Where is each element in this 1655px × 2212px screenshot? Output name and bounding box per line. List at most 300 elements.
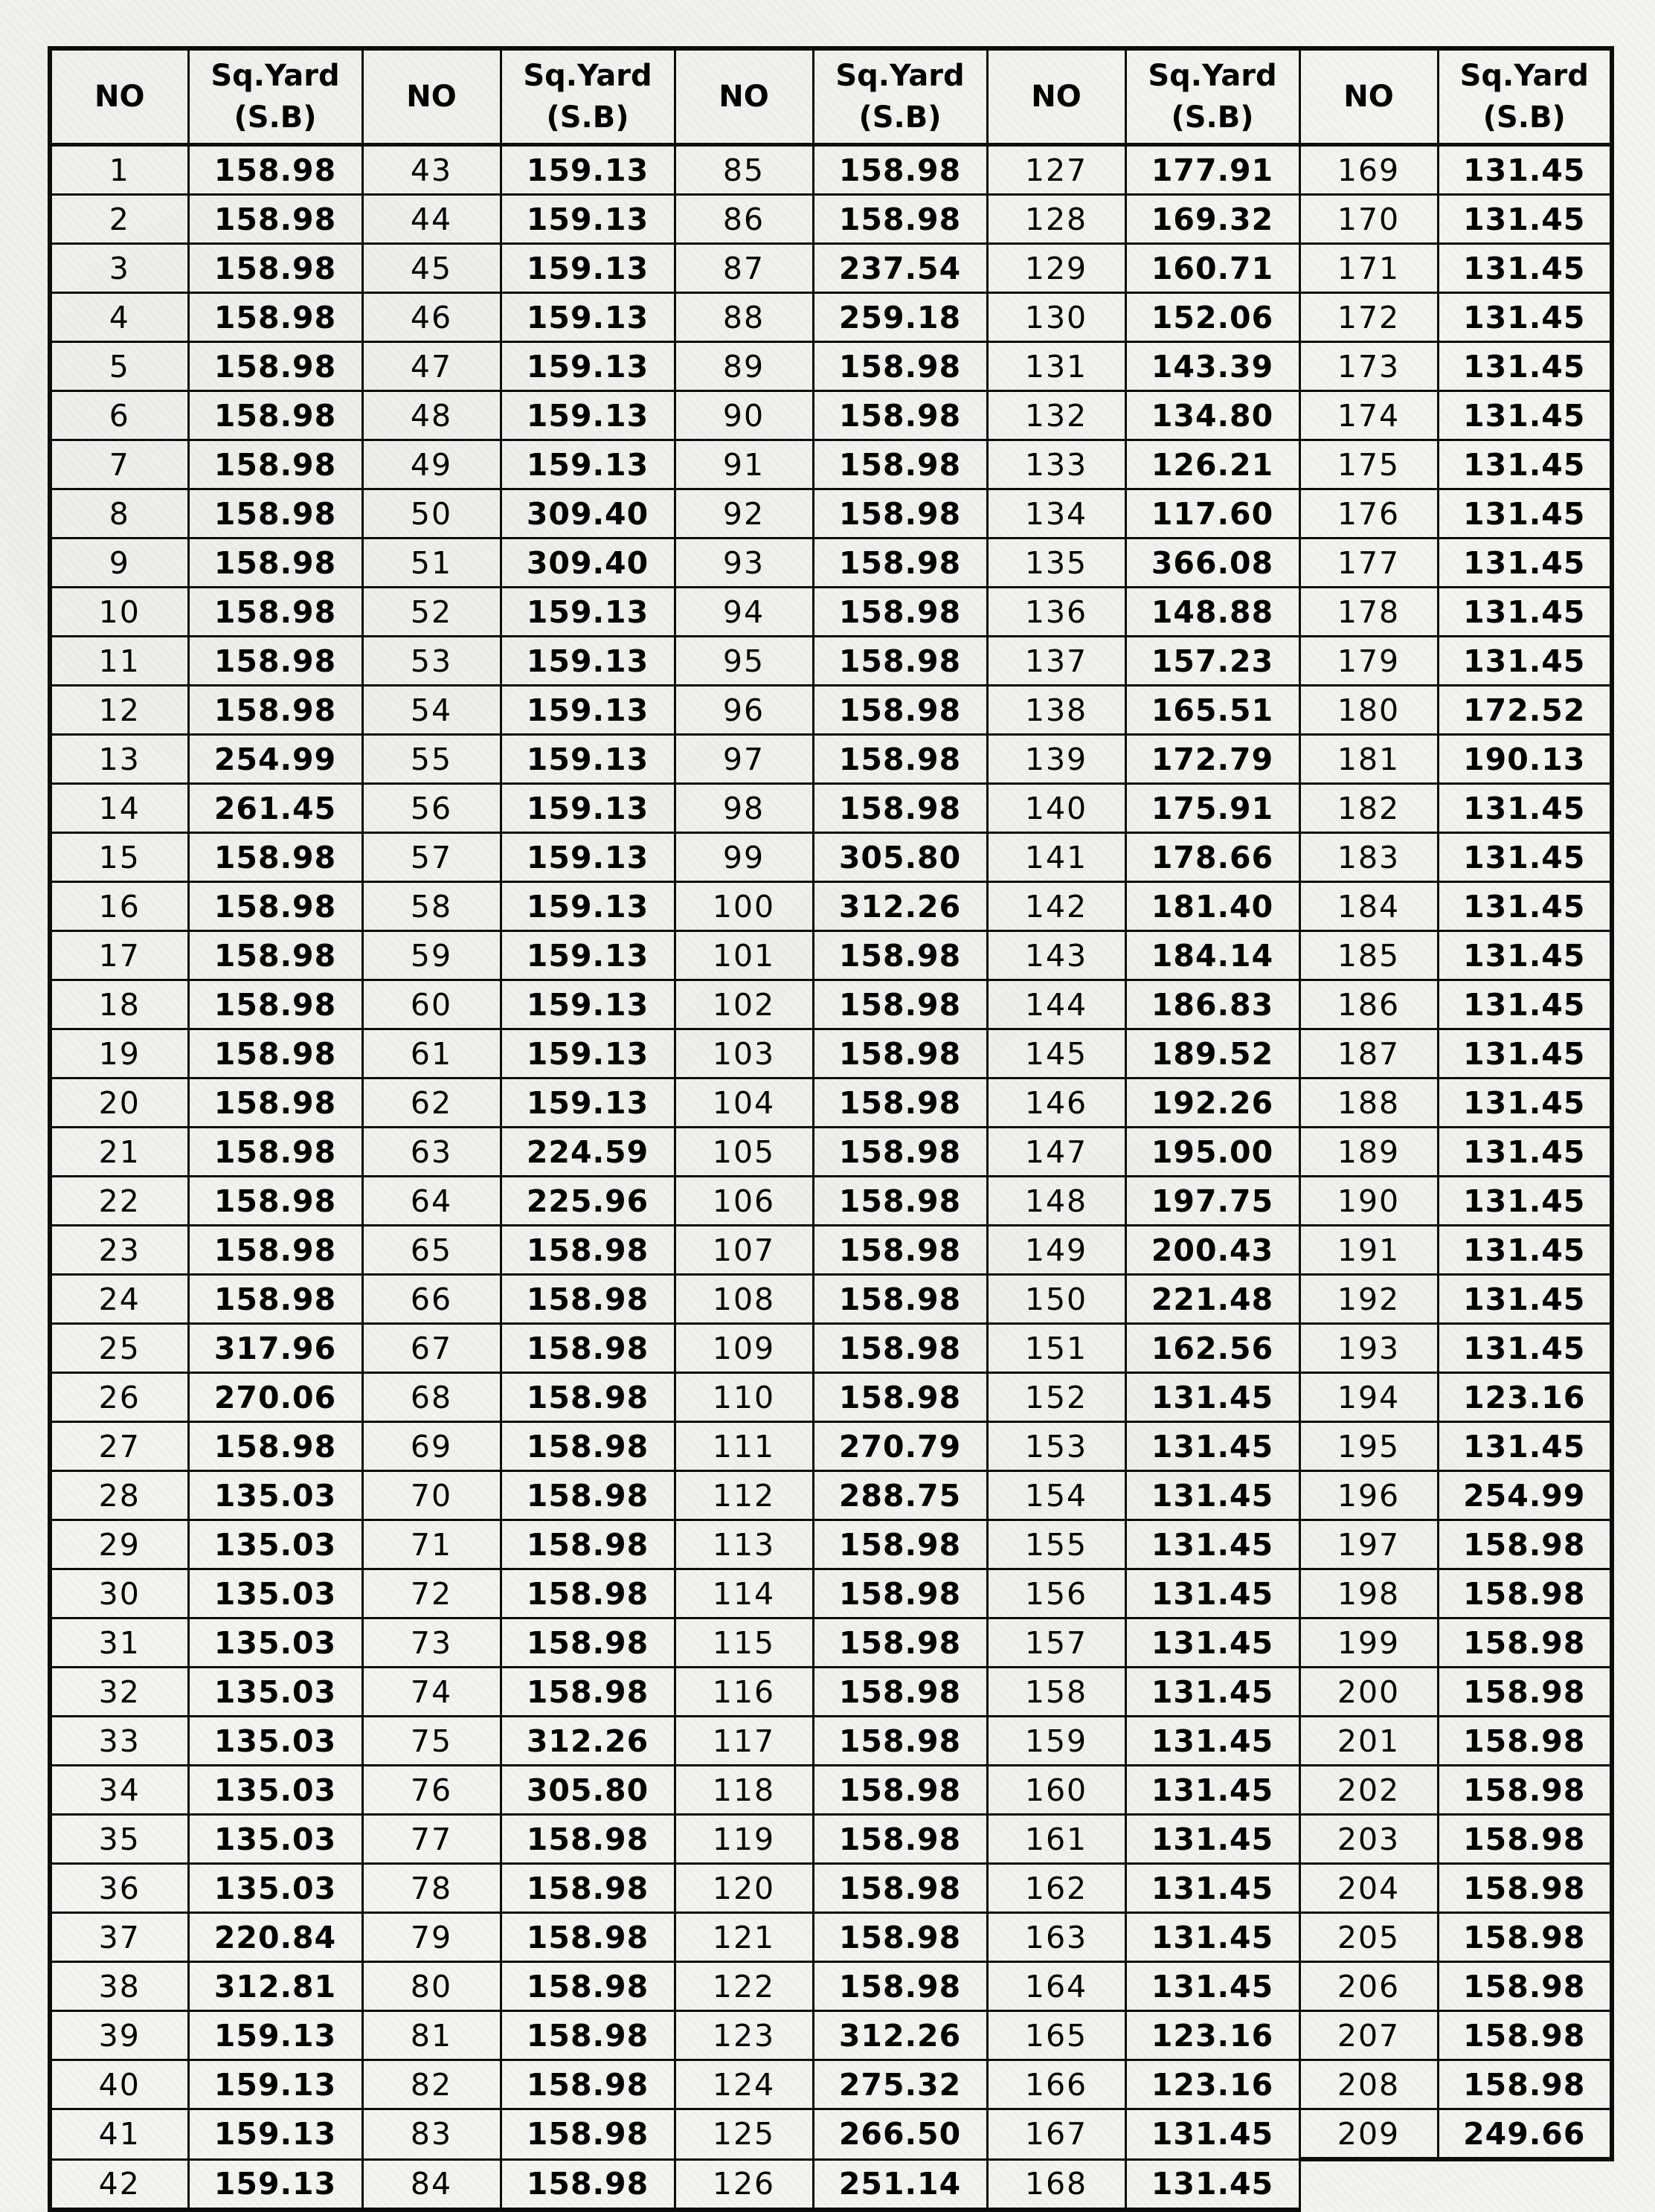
- area-value-cell: 158.98: [813, 1177, 987, 1226]
- row-number-cell: 100: [675, 882, 813, 931]
- row-number-cell: 32: [50, 1668, 188, 1717]
- row-number-cell: 25: [50, 1324, 188, 1373]
- area-value-cell: 305.80: [813, 833, 987, 882]
- scanned-sheet: [48, 46, 1614, 2212]
- col-header-sqyard-line2: (S.B): [858, 100, 942, 135]
- area-value-cell: 131.45: [1125, 1569, 1299, 1618]
- row-number-cell: 39: [50, 2011, 188, 2060]
- row-number-cell: 176: [1299, 489, 1438, 538]
- area-value-cell: 126.21: [1125, 440, 1299, 489]
- area-value-cell: 172.52: [1438, 686, 1612, 735]
- area-value-cell: 135.03: [188, 1864, 362, 1913]
- row-number-cell: 128: [987, 195, 1125, 244]
- row-number-cell: 141: [987, 833, 1125, 882]
- area-value-cell: 148.88: [1125, 588, 1299, 637]
- row-number-cell: 105: [675, 1128, 813, 1177]
- row-number-cell: 50: [362, 489, 501, 538]
- row-number-cell: 165: [987, 2011, 1125, 2060]
- table-row: [50, 1422, 1612, 1471]
- area-value-cell: 131.45: [1438, 489, 1612, 538]
- row-number-cell: 195: [1299, 1422, 1438, 1471]
- area-value-cell: 158.98: [188, 195, 362, 244]
- area-value-cell: 131.45: [1438, 195, 1612, 244]
- header-row: [50, 48, 1612, 145]
- area-value-cell: 131.45: [1125, 1520, 1299, 1569]
- area-value-cell: 162.56: [1125, 1324, 1299, 1373]
- row-number-cell: 145: [987, 1029, 1125, 1078]
- row-number-cell: 157: [987, 1618, 1125, 1668]
- row-number-cell: 73: [362, 1618, 501, 1668]
- area-value-cell: 158.98: [1438, 1913, 1612, 1962]
- area-value-cell: 158.98: [188, 538, 362, 588]
- row-number-cell: 164: [987, 1962, 1125, 2011]
- row-number-cell: 188: [1299, 1078, 1438, 1128]
- area-value-cell: 159.13: [188, 2011, 362, 2060]
- area-value-cell: 158.98: [501, 2159, 675, 2210]
- row-number-cell: 193: [1299, 1324, 1438, 1373]
- area-value-cell: 158.98: [813, 1029, 987, 1078]
- row-number-cell: 110: [675, 1373, 813, 1422]
- row-number-cell: 31: [50, 1618, 188, 1668]
- row-number-cell: 51: [362, 538, 501, 588]
- row-number-cell: 206: [1299, 1962, 1438, 2011]
- area-value-cell: 135.03: [188, 1717, 362, 1766]
- col-header-sqyard: [501, 48, 675, 145]
- table-row: [50, 1766, 1612, 1815]
- area-value-cell: 135.03: [188, 1618, 362, 1668]
- area-value-cell: 143.39: [1125, 342, 1299, 391]
- area-value-cell: 158.98: [813, 1275, 987, 1324]
- col-header-no: NO: [362, 48, 501, 145]
- area-value-cell: 152.06: [1125, 293, 1299, 342]
- area-value-cell: 131.45: [1438, 637, 1612, 686]
- row-number-cell: 80: [362, 1962, 501, 2011]
- area-value-cell: 158.98: [813, 1864, 987, 1913]
- area-value-cell: 158.98: [188, 882, 362, 931]
- area-value-cell: 158.98: [188, 391, 362, 440]
- empty-cell: [1299, 2159, 1438, 2210]
- row-number-cell: 101: [675, 931, 813, 980]
- row-number-cell: 134: [987, 489, 1125, 538]
- area-value-cell: 158.98: [813, 686, 987, 735]
- area-value-cell: 131.45: [1125, 1668, 1299, 1717]
- row-number-cell: 34: [50, 1766, 188, 1815]
- col-header-sqyard-line2: (S.B): [234, 100, 317, 135]
- area-value-cell: 131.45: [1125, 1766, 1299, 1815]
- row-number-cell: 62: [362, 1078, 501, 1128]
- row-number-cell: 126: [675, 2159, 813, 2210]
- row-number-cell: 3: [50, 244, 188, 293]
- row-number-cell: 113: [675, 1520, 813, 1569]
- row-number-cell: 120: [675, 1864, 813, 1913]
- row-number-cell: 1: [50, 145, 188, 195]
- col-header-sqyard: [1125, 48, 1299, 145]
- area-value-cell: 200.43: [1125, 1226, 1299, 1275]
- row-number-cell: 163: [987, 1913, 1125, 1962]
- row-number-cell: 124: [675, 2060, 813, 2109]
- row-number-cell: 43: [362, 145, 501, 195]
- table-row: [50, 784, 1612, 833]
- table-row: [50, 637, 1612, 686]
- area-value-cell: 158.98: [501, 1471, 675, 1520]
- area-value-cell: 158.98: [188, 145, 362, 195]
- row-number-cell: 132: [987, 391, 1125, 440]
- row-number-cell: 54: [362, 686, 501, 735]
- table-row: [50, 1128, 1612, 1177]
- area-value-cell: 159.13: [501, 293, 675, 342]
- area-value-cell: 135.03: [188, 1471, 362, 1520]
- row-number-cell: 65: [362, 1226, 501, 1275]
- area-value-cell: 259.18: [813, 293, 987, 342]
- area-value-cell: 135.03: [188, 1815, 362, 1864]
- row-number-cell: 41: [50, 2109, 188, 2160]
- area-value-cell: 158.98: [813, 1520, 987, 1569]
- col-header-sqyard-line1: Sq.Yard: [211, 59, 340, 93]
- row-number-cell: 135: [987, 538, 1125, 588]
- area-value-cell: 131.45: [1438, 293, 1612, 342]
- area-value-cell: 158.98: [188, 1029, 362, 1078]
- row-number-cell: 117: [675, 1717, 813, 1766]
- area-value-cell: 159.13: [188, 2060, 362, 2109]
- row-number-cell: 189: [1299, 1128, 1438, 1177]
- area-value-cell: 159.13: [188, 2159, 362, 2210]
- row-number-cell: 94: [675, 588, 813, 637]
- area-value-cell: 158.98: [188, 931, 362, 980]
- area-value-cell: 131.45: [1438, 391, 1612, 440]
- area-value-cell: 158.98: [501, 1373, 675, 1422]
- row-number-cell: 40: [50, 2060, 188, 2109]
- row-number-cell: 14: [50, 784, 188, 833]
- area-value-cell: 131.45: [1438, 588, 1612, 637]
- area-value-cell: 158.98: [188, 1226, 362, 1275]
- row-number-cell: 115: [675, 1618, 813, 1668]
- area-value-cell: 165.51: [1125, 686, 1299, 735]
- area-value-cell: 158.98: [813, 980, 987, 1029]
- area-value-cell: 312.81: [188, 1962, 362, 2011]
- area-value-cell: 225.96: [501, 1177, 675, 1226]
- row-number-cell: 149: [987, 1226, 1125, 1275]
- row-number-cell: 30: [50, 1569, 188, 1618]
- area-value-cell: 158.98: [1438, 1520, 1612, 1569]
- area-value-cell: 158.98: [188, 637, 362, 686]
- row-number-cell: 142: [987, 882, 1125, 931]
- area-value-cell: 135.03: [188, 1668, 362, 1717]
- row-number-cell: 59: [362, 931, 501, 980]
- area-value-cell: 158.98: [813, 588, 987, 637]
- row-number-cell: 137: [987, 637, 1125, 686]
- area-value-cell: 158.98: [813, 1373, 987, 1422]
- area-value-cell: 131.45: [1125, 1618, 1299, 1668]
- area-value-cell: 159.13: [501, 686, 675, 735]
- table-row: [50, 882, 1612, 931]
- area-value-cell: 158.98: [813, 1128, 987, 1177]
- area-value-cell: 220.84: [188, 1913, 362, 1962]
- table-row: [50, 2109, 1612, 2160]
- row-number-cell: 61: [362, 1029, 501, 1078]
- table-body: [50, 145, 1612, 2210]
- area-value-cell: 158.98: [188, 1177, 362, 1226]
- row-number-cell: 111: [675, 1422, 813, 1471]
- area-value-cell: 158.98: [1438, 1569, 1612, 1618]
- area-value-cell: 158.98: [813, 1618, 987, 1668]
- area-value-cell: 190.13: [1438, 735, 1612, 784]
- row-number-cell: 136: [987, 588, 1125, 637]
- row-number-cell: 102: [675, 980, 813, 1029]
- col-header-sqyard-line1: Sq.Yard: [835, 59, 965, 93]
- row-number-cell: 17: [50, 931, 188, 980]
- row-number-cell: 151: [987, 1324, 1125, 1373]
- row-number-cell: 23: [50, 1226, 188, 1275]
- row-number-cell: 205: [1299, 1913, 1438, 1962]
- area-value-cell: 158.98: [188, 342, 362, 391]
- row-number-cell: 209: [1299, 2109, 1438, 2160]
- area-table: [48, 46, 1614, 2212]
- area-value-cell: 131.45: [1125, 1962, 1299, 2011]
- row-number-cell: 114: [675, 1569, 813, 1618]
- row-number-cell: 88: [675, 293, 813, 342]
- row-number-cell: 15: [50, 833, 188, 882]
- area-value-cell: 197.75: [1125, 1177, 1299, 1226]
- area-value-cell: 158.98: [813, 195, 987, 244]
- col-header-no: NO: [50, 48, 188, 145]
- area-value-cell: 158.98: [501, 1422, 675, 1471]
- area-value-cell: 366.08: [1125, 538, 1299, 588]
- row-number-cell: 36: [50, 1864, 188, 1913]
- area-value-cell: 158.98: [813, 391, 987, 440]
- row-number-cell: 48: [362, 391, 501, 440]
- area-value-cell: 131.45: [1125, 1864, 1299, 1913]
- area-value-cell: 157.23: [1125, 637, 1299, 686]
- row-number-cell: 85: [675, 145, 813, 195]
- table-row: [50, 1177, 1612, 1226]
- area-value-cell: 159.13: [501, 735, 675, 784]
- empty-cell: [1438, 2159, 1612, 2210]
- row-number-cell: 184: [1299, 882, 1438, 931]
- row-number-cell: 160: [987, 1766, 1125, 1815]
- row-number-cell: 5: [50, 342, 188, 391]
- row-number-cell: 155: [987, 1520, 1125, 1569]
- area-value-cell: 131.45: [1438, 833, 1612, 882]
- area-value-cell: 159.13: [501, 588, 675, 637]
- area-value-cell: 117.60: [1125, 489, 1299, 538]
- row-number-cell: 182: [1299, 784, 1438, 833]
- row-number-cell: 156: [987, 1569, 1125, 1618]
- area-value-cell: 131.45: [1438, 1029, 1612, 1078]
- area-value-cell: 158.98: [188, 980, 362, 1029]
- area-value-cell: 131.45: [1438, 980, 1612, 1029]
- row-number-cell: 103: [675, 1029, 813, 1078]
- row-number-cell: 187: [1299, 1029, 1438, 1078]
- area-value-cell: 159.13: [501, 637, 675, 686]
- area-value-cell: 158.98: [501, 1569, 675, 1618]
- area-value-cell: 159.13: [501, 342, 675, 391]
- table-row: [50, 2159, 1612, 2210]
- row-number-cell: 169: [1299, 145, 1438, 195]
- row-number-cell: 44: [362, 195, 501, 244]
- row-number-cell: 19: [50, 1029, 188, 1078]
- row-number-cell: 92: [675, 489, 813, 538]
- row-number-cell: 166: [987, 2060, 1125, 2109]
- area-value-cell: 131.45: [1125, 1373, 1299, 1422]
- area-value-cell: 158.98: [501, 1618, 675, 1668]
- row-number-cell: 161: [987, 1815, 1125, 1864]
- row-number-cell: 81: [362, 2011, 501, 2060]
- area-value-cell: 159.13: [501, 1078, 675, 1128]
- row-number-cell: 148: [987, 1177, 1125, 1226]
- area-value-cell: 158.98: [501, 2060, 675, 2109]
- row-number-cell: 197: [1299, 1520, 1438, 1569]
- row-number-cell: 171: [1299, 244, 1438, 293]
- area-value-cell: 159.13: [501, 980, 675, 1029]
- area-value-cell: 221.48: [1125, 1275, 1299, 1324]
- area-value-cell: 184.14: [1125, 931, 1299, 980]
- area-value-cell: 158.98: [501, 2011, 675, 2060]
- row-number-cell: 93: [675, 538, 813, 588]
- area-value-cell: 181.40: [1125, 882, 1299, 931]
- row-number-cell: 95: [675, 637, 813, 686]
- row-number-cell: 89: [675, 342, 813, 391]
- row-number-cell: 192: [1299, 1275, 1438, 1324]
- table-row: [50, 293, 1612, 342]
- area-value-cell: 158.98: [813, 1815, 987, 1864]
- area-value-cell: 158.98: [501, 1668, 675, 1717]
- area-value-cell: 177.91: [1125, 145, 1299, 195]
- area-value-cell: 135.03: [188, 1766, 362, 1815]
- area-value-cell: 158.98: [501, 1913, 675, 1962]
- row-number-cell: 13: [50, 735, 188, 784]
- row-number-cell: 58: [362, 882, 501, 931]
- col-header-sqyard-line2: (S.B): [546, 100, 629, 135]
- area-value-cell: 275.32: [813, 2060, 987, 2109]
- area-value-cell: 158.98: [501, 1275, 675, 1324]
- area-value-cell: 131.45: [1125, 2109, 1299, 2160]
- row-number-cell: 107: [675, 1226, 813, 1275]
- area-value-cell: 123.16: [1125, 2011, 1299, 2060]
- row-number-cell: 75: [362, 1717, 501, 1766]
- row-number-cell: 153: [987, 1422, 1125, 1471]
- row-number-cell: 66: [362, 1275, 501, 1324]
- area-value-cell: 158.98: [1438, 1618, 1612, 1668]
- row-number-cell: 208: [1299, 2060, 1438, 2109]
- row-number-cell: 178: [1299, 588, 1438, 637]
- row-number-cell: 138: [987, 686, 1125, 735]
- area-value-cell: 131.45: [1438, 931, 1612, 980]
- row-number-cell: 203: [1299, 1815, 1438, 1864]
- area-value-cell: 158.98: [813, 1569, 987, 1618]
- row-number-cell: 97: [675, 735, 813, 784]
- area-value-cell: 158.98: [813, 1717, 987, 1766]
- area-value-cell: 158.98: [188, 1422, 362, 1471]
- row-number-cell: 125: [675, 2109, 813, 2160]
- row-number-cell: 79: [362, 1913, 501, 1962]
- area-value-cell: 158.98: [813, 1668, 987, 1717]
- row-number-cell: 131: [987, 342, 1125, 391]
- row-number-cell: 123: [675, 2011, 813, 2060]
- row-number-cell: 76: [362, 1766, 501, 1815]
- col-header-sqyard-line2: (S.B): [1482, 100, 1566, 135]
- area-value-cell: 158.98: [813, 342, 987, 391]
- row-number-cell: 29: [50, 1520, 188, 1569]
- row-number-cell: 91: [675, 440, 813, 489]
- table-row: [50, 735, 1612, 784]
- area-value-cell: 186.83: [1125, 980, 1299, 1029]
- area-value-cell: 158.98: [501, 1520, 675, 1569]
- table-row: [50, 1226, 1612, 1275]
- row-number-cell: 67: [362, 1324, 501, 1373]
- area-value-cell: 158.98: [1438, 1962, 1612, 2011]
- area-value-cell: 158.98: [188, 244, 362, 293]
- area-value-cell: 312.26: [501, 1717, 675, 1766]
- area-value-cell: 158.98: [1438, 1717, 1612, 1766]
- area-value-cell: 135.03: [188, 1520, 362, 1569]
- table-row: [50, 1717, 1612, 1766]
- row-number-cell: 127: [987, 145, 1125, 195]
- row-number-cell: 83: [362, 2109, 501, 2160]
- row-number-cell: 168: [987, 2159, 1125, 2210]
- row-number-cell: 194: [1299, 1373, 1438, 1422]
- row-number-cell: 162: [987, 1864, 1125, 1913]
- table-row: [50, 588, 1612, 637]
- table-row: [50, 1668, 1612, 1717]
- row-number-cell: 49: [362, 440, 501, 489]
- area-value-cell: 172.79: [1125, 735, 1299, 784]
- area-value-cell: 158.98: [188, 440, 362, 489]
- row-number-cell: 90: [675, 391, 813, 440]
- table-row: [50, 195, 1612, 244]
- table-row: [50, 1864, 1612, 1913]
- area-value-cell: 131.45: [1125, 2159, 1299, 2210]
- area-value-cell: 158.98: [813, 1962, 987, 2011]
- row-number-cell: 152: [987, 1373, 1125, 1422]
- row-number-cell: 180: [1299, 686, 1438, 735]
- row-number-cell: 11: [50, 637, 188, 686]
- area-value-cell: 266.50: [813, 2109, 987, 2160]
- col-header-sqyard-line1: Sq.Yard: [523, 59, 652, 93]
- table-row: [50, 1471, 1612, 1520]
- col-header-sqyard-line1: Sq.Yard: [1459, 59, 1589, 93]
- row-number-cell: 52: [362, 588, 501, 637]
- area-value-cell: 131.45: [1438, 244, 1612, 293]
- area-value-cell: 158.98: [501, 1226, 675, 1275]
- row-number-cell: 16: [50, 882, 188, 931]
- area-value-cell: 309.40: [501, 538, 675, 588]
- area-value-cell: 123.16: [1438, 1373, 1612, 1422]
- row-number-cell: 12: [50, 686, 188, 735]
- area-value-cell: 131.45: [1438, 1078, 1612, 1128]
- area-value-cell: 131.45: [1438, 1128, 1612, 1177]
- area-value-cell: 158.98: [1438, 2060, 1612, 2109]
- area-value-cell: 131.45: [1125, 1471, 1299, 1520]
- table-row: [50, 1078, 1612, 1128]
- area-value-cell: 159.13: [501, 244, 675, 293]
- row-number-cell: 170: [1299, 195, 1438, 244]
- area-value-cell: 159.13: [501, 391, 675, 440]
- row-number-cell: 46: [362, 293, 501, 342]
- table-row: [50, 145, 1612, 195]
- row-number-cell: 185: [1299, 931, 1438, 980]
- area-value-cell: 158.98: [813, 145, 987, 195]
- row-number-cell: 57: [362, 833, 501, 882]
- col-header-no: NO: [675, 48, 813, 145]
- row-number-cell: 172: [1299, 293, 1438, 342]
- row-number-cell: 27: [50, 1422, 188, 1471]
- row-number-cell: 146: [987, 1078, 1125, 1128]
- area-value-cell: 158.98: [813, 931, 987, 980]
- row-number-cell: 104: [675, 1078, 813, 1128]
- table-row: [50, 1520, 1612, 1569]
- area-value-cell: 158.98: [813, 1226, 987, 1275]
- table-row: [50, 1815, 1612, 1864]
